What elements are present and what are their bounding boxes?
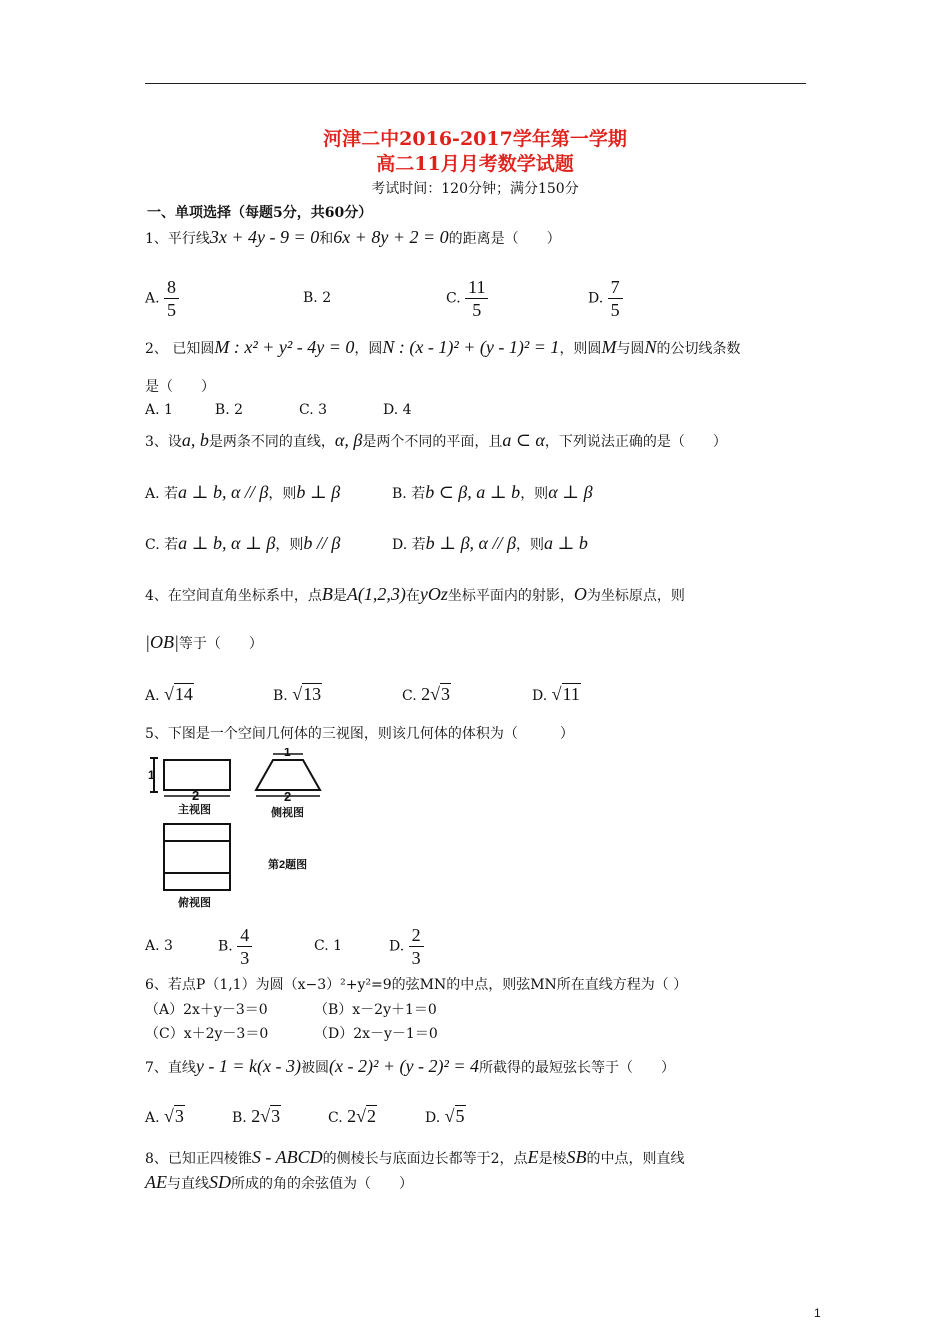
q1-line2: 6x + 8y + 2 = 0 bbox=[333, 227, 449, 247]
q3-option-b: B. 若b ⊂ β, a ⊥ b，则α ⊥ β bbox=[392, 482, 593, 502]
three-view-figure bbox=[148, 748, 328, 913]
q1-option-a: A. $\frac{8}{5}$ bbox=[145, 276, 179, 321]
question-7: 7、直线y - 1 = k(x - 3)被圆(x - 2)² + (y - 2)² = 4所截得的最短弦长等于（ ） bbox=[145, 1056, 676, 1076]
section-heading: 一、单项选择（每题5分，共60分） bbox=[147, 205, 373, 221]
question-5: 5、下图是一个空间几何体的三视图，则该几何体的体积为（ ） bbox=[145, 726, 574, 742]
header-rule bbox=[145, 83, 806, 84]
question-8: 8、已知正四棱锥S - ABCD的侧棱长与底面边长都等于2，点E是棱SB的中点，则直线 bbox=[145, 1147, 685, 1167]
side-dim-label-top: 1 bbox=[284, 748, 291, 759]
exam-title-line2: 高二11月月考数学试题 bbox=[376, 153, 574, 175]
q5-option-a: A. 3 bbox=[145, 938, 173, 954]
question-4-cont: |OB|等于（ ） bbox=[145, 632, 263, 652]
page-number: 1 bbox=[814, 1306, 821, 1320]
top-view-label: 俯视图 bbox=[178, 897, 211, 909]
front-dim-label-1: 1 bbox=[148, 768, 155, 782]
q6-option-d: （D）2x－y－1＝0 bbox=[314, 1026, 438, 1042]
question-2-cont: 是（ ） bbox=[145, 379, 215, 395]
q4-option-c: C. 2√3 bbox=[402, 684, 451, 704]
front-view-label: 主视图 bbox=[178, 804, 211, 816]
question-2: 2、 已知圆M : x² + y² - 4y = 0，圆N : (x - 1)² + (y - 1)² = 1，则圆M与圆N的公切线条数 bbox=[145, 337, 741, 357]
side-view-label: 侧视图 bbox=[271, 807, 304, 819]
q1-option-c: C. $\frac{11}{5}$ bbox=[446, 276, 488, 321]
q7-option-b: B. 2√3 bbox=[232, 1106, 281, 1126]
q1-line1: 3x + 4y - 9 = 0 bbox=[209, 227, 320, 247]
q7-option-c: C. 2√2 bbox=[328, 1106, 377, 1126]
front-dim-label-2: 2 bbox=[192, 788, 200, 803]
front-view-rect bbox=[164, 760, 230, 790]
question-6: 6、若点P（1,1）为圆（x−3）²+y²=9的弦MN的中点，则弦MN所在直线方程为（ ） bbox=[145, 977, 688, 993]
question-1: 1、平行线3x + 4y - 9 = 0和6x + 8y + 2 = 0的距离是（ ） bbox=[145, 227, 561, 247]
question-3: 3、设a, b是两条不同的直线，α, β是两个不同的平面，且a ⊂ α，下列说法正确的是（ ） bbox=[145, 430, 727, 450]
q7-option-d: D. √5 bbox=[425, 1106, 465, 1126]
question-8-cont: AE与直线SD所成的角的余弦值为（ ） bbox=[145, 1172, 413, 1192]
q3-option-a: A. 若a ⊥ b, α // β，则b ⊥ β bbox=[145, 482, 341, 502]
question-4: 4、在空间直角坐标系中，点B是A(1,2,3)在yOz坐标平面内的射影，O为坐标原点，则 bbox=[145, 584, 685, 604]
q5-option-b: B. $\frac{4}{3}$ bbox=[218, 924, 252, 969]
q3-option-d: D. 若b ⊥ β, α // β，则a ⊥ b bbox=[392, 533, 588, 553]
q3-option-c: C. 若a ⊥ b, α ⊥ β，则b // β bbox=[145, 533, 341, 553]
side-view-trapezoid bbox=[256, 760, 320, 790]
side-dim-label-bottom: 2 bbox=[284, 789, 292, 804]
q4-option-b: B. √13 bbox=[273, 684, 322, 704]
q2-options: A. 1 B. 2 C. 3 D. 4 bbox=[145, 402, 412, 418]
exam-info: 考试时间：120分钟；满分150分 bbox=[371, 181, 579, 197]
q6-option-c: （C）x＋2y－3＝0 bbox=[145, 1026, 269, 1042]
q4-option-a: A. √14 bbox=[145, 684, 193, 704]
figure-note: 第2题图 bbox=[268, 859, 308, 871]
q5-option-c: C. 1 bbox=[314, 938, 343, 954]
top-view-outer bbox=[164, 824, 230, 890]
q7-option-a: A. √3 bbox=[145, 1106, 184, 1126]
q6-option-a: （A）2x＋y－3＝0 bbox=[145, 1002, 268, 1018]
q6-option-b: （B）x－2y＋1＝0 bbox=[314, 1002, 437, 1018]
q1-option-d: D. $\frac{7}{5}$ bbox=[588, 276, 623, 321]
q5-option-d: D. $\frac{2}{3}$ bbox=[389, 924, 424, 969]
top-view-inner bbox=[164, 841, 230, 873]
q4-option-d: D. √11 bbox=[532, 684, 580, 704]
q1-option-b: B. 2 bbox=[303, 290, 332, 306]
exam-title-line1: 河津二中2016-2017学年第一学期 bbox=[323, 128, 627, 150]
